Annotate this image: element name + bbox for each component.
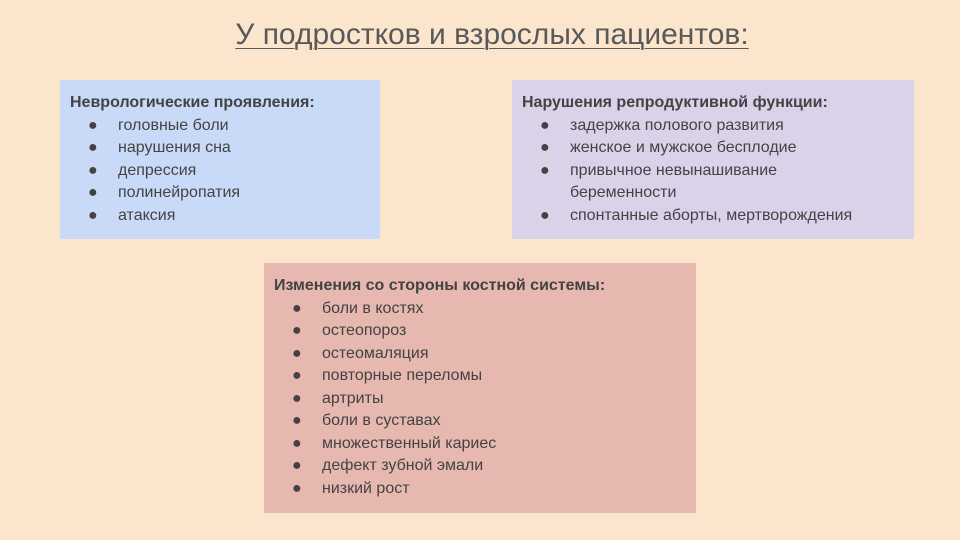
list-item: ● нарушения сна xyxy=(70,137,370,160)
bullet-icon: ● xyxy=(292,389,302,407)
neurological-heading: Неврологические проявления: xyxy=(70,94,315,111)
list-item: ● низкий рост xyxy=(274,478,686,501)
list-item: ● полинейропатия xyxy=(70,182,370,205)
bullet-icon: ● xyxy=(292,412,302,429)
list-item: ● атаксия xyxy=(70,205,370,228)
bullet-icon: ● xyxy=(292,299,302,317)
bullet-icon: ● xyxy=(88,184,98,201)
reproductive-box xyxy=(512,80,914,239)
slide-title: У подростков и взрослых пациентов: xyxy=(235,18,749,51)
list-item: ● боли в костях xyxy=(274,298,686,321)
bullet-icon: ● xyxy=(292,457,302,474)
neurological-list xyxy=(70,115,370,228)
bullet-icon: ● xyxy=(540,139,550,156)
bullet-icon: ● xyxy=(292,322,302,339)
list-item: ● остеомаляция xyxy=(274,343,686,366)
list-item: ● артриты xyxy=(274,388,686,411)
bullet-icon: ● xyxy=(292,344,302,362)
bullet-icon: ● xyxy=(292,367,302,384)
bullet-icon: ● xyxy=(540,116,550,134)
reproductive-heading: Нарушения репродуктивной функции: xyxy=(522,94,828,111)
bone-system-heading: Изменения со стороны костной системы: xyxy=(274,277,606,294)
list-item: ● повторные переломы xyxy=(274,365,686,388)
bullet-icon: ● xyxy=(540,206,550,224)
list-item: ● головные боли xyxy=(70,115,370,138)
reproductive-list xyxy=(522,115,904,228)
list-item: ● привычное невынашивание беременности xyxy=(540,161,778,201)
list-item: ● боли в суставах xyxy=(274,410,686,433)
bone-system-list xyxy=(274,298,686,501)
list-item: ● множественный кариес xyxy=(274,433,686,456)
list-item: ● дефект зубной эмали xyxy=(274,455,686,478)
list-item: ● задержка полового развития xyxy=(522,115,904,138)
list-item: ● спонтанные аборты, мертворождения xyxy=(522,205,904,228)
bullet-icon: ● xyxy=(88,139,98,156)
bullet-icon: ● xyxy=(88,161,98,179)
list-item: ● депрессия xyxy=(70,160,370,183)
bullet-icon: ● xyxy=(292,434,302,452)
bullet-icon: ● xyxy=(88,206,98,224)
list-item: ● остеопороз xyxy=(274,320,686,343)
neurological-box xyxy=(60,80,380,239)
list-item: ● женское и мужское бесплодие xyxy=(522,137,904,160)
bullet-icon: ● xyxy=(292,479,302,497)
bullet-icon: ● xyxy=(88,116,98,134)
bone-system-box xyxy=(264,263,696,513)
bullet-icon: ● xyxy=(540,161,550,179)
